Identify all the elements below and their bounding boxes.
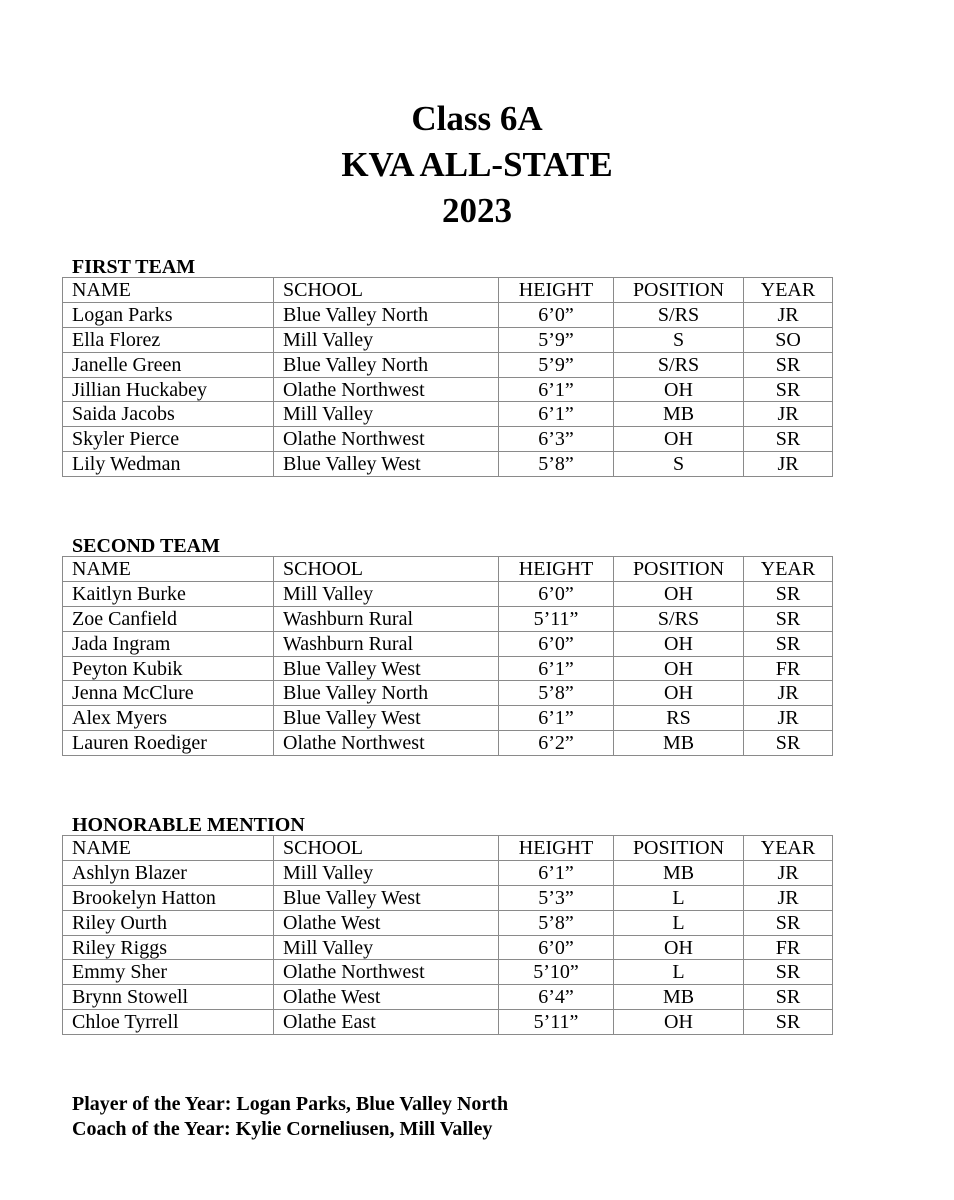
player-position: S [614,452,744,477]
table-row [63,631,833,656]
player-year: JR [744,885,833,910]
player-name: Peyton Kubik [63,656,274,681]
player-name: Riley Ourth [63,910,274,935]
player-name: Ashlyn Blazer [63,860,274,885]
table-row [63,581,833,606]
player-position: S [614,327,744,352]
player-school: Blue Valley West [274,452,499,477]
honorable-mention-section [62,813,833,1035]
table-row [63,377,833,402]
player-school: Olathe East [274,1010,499,1035]
player-name: Jada Ingram [63,631,274,656]
player-year: JR [744,706,833,731]
header-year: YEAR [744,836,833,861]
player-year: JR [744,452,833,477]
player-position: OH [614,1010,744,1035]
player-name: Saida Jacobs [63,402,274,427]
table-row [63,302,833,327]
player-height: 5’8” [499,452,614,477]
table-row [63,352,833,377]
second-team-section [62,534,833,756]
table-row [63,327,833,352]
player-position: S/RS [614,606,744,631]
header-row [63,557,833,582]
player-height: 6’0” [499,631,614,656]
player-position: S/RS [614,352,744,377]
player-of-the-year: Player of the Year: Logan Parks, Blue Valley North [72,1093,509,1115]
first-team-section [62,255,833,477]
player-school: Mill Valley [274,327,499,352]
player-year: JR [744,302,833,327]
header-row [63,836,833,861]
title-class: Class 6A [411,99,543,138]
player-name: Ella Florez [63,327,274,352]
player-school: Olathe Northwest [274,427,499,452]
player-name: Lauren Roediger [63,731,274,756]
player-name: Lily Wedman [63,452,274,477]
player-height: 5’11” [499,606,614,631]
player-position: L [614,910,744,935]
player-height: 5’8” [499,681,614,706]
player-name: Alex Myers [63,706,274,731]
table-row [63,706,833,731]
player-name: Logan Parks [63,302,274,327]
player-height: 5’11” [499,1010,614,1035]
player-position: OH [614,427,744,452]
player-name: Zoe Canfield [63,606,274,631]
player-name: Chloe Tyrrell [63,1010,274,1035]
player-year: SR [744,960,833,985]
player-school: Olathe Northwest [274,960,499,985]
player-school: Blue Valley West [274,885,499,910]
player-year: SR [744,606,833,631]
player-year: SR [744,377,833,402]
player-name: Jenna McClure [63,681,274,706]
coach-of-the-year: Coach of the Year: Kylie Corneliusen, Mill Valley [72,1118,493,1140]
table-row [63,860,833,885]
first-team-table [62,277,833,477]
table-row [63,985,833,1010]
player-height: 6’1” [499,402,614,427]
player-position: RS [614,706,744,731]
header-position: POSITION [614,557,744,582]
player-height: 6’2” [499,731,614,756]
player-school: Olathe Northwest [274,377,499,402]
table-row [63,885,833,910]
header-school: SCHOOL [274,278,499,303]
player-height: 6’3” [499,427,614,452]
player-position: S/RS [614,302,744,327]
player-height: 5’10” [499,960,614,985]
player-position: OH [614,377,744,402]
header-row [63,278,833,303]
player-year: FR [744,935,833,960]
player-name: Janelle Green [63,352,274,377]
player-name: Kaitlyn Burke [63,581,274,606]
table-row [63,452,833,477]
player-school: Olathe West [274,985,499,1010]
player-year: SR [744,731,833,756]
player-height: 5’8” [499,910,614,935]
player-school: Olathe West [274,910,499,935]
header-name: NAME [63,278,274,303]
header-position: POSITION [614,278,744,303]
player-position: MB [614,985,744,1010]
player-position: OH [614,681,744,706]
player-height: 6’1” [499,860,614,885]
player-height: 6’0” [499,302,614,327]
header-year: YEAR [744,278,833,303]
player-year: JR [744,402,833,427]
player-year: FR [744,656,833,681]
player-year: JR [744,681,833,706]
player-height: 6’1” [499,706,614,731]
section-heading: HONORABLE MENTION [72,814,305,836]
section-heading: SECOND TEAM [72,535,220,557]
player-position: MB [614,860,744,885]
header-height: HEIGHT [499,278,614,303]
title-year: 2023 [442,191,512,230]
player-year: SR [744,581,833,606]
header-school: SCHOOL [274,557,499,582]
second-team-table [62,556,833,756]
player-name: Brookelyn Hatton [63,885,274,910]
awards [72,1092,508,1142]
header-year: YEAR [744,557,833,582]
player-year: SR [744,910,833,935]
player-school: Mill Valley [274,402,499,427]
player-school: Blue Valley North [274,302,499,327]
player-height: 6’1” [499,377,614,402]
player-name: Skyler Pierce [63,427,274,452]
player-year: JR [744,860,833,885]
player-year: SR [744,427,833,452]
header-name: NAME [63,557,274,582]
player-height: 6’0” [499,935,614,960]
player-school: Mill Valley [274,935,499,960]
player-year: SO [744,327,833,352]
player-year: SR [744,1010,833,1035]
header-height: HEIGHT [499,836,614,861]
player-height: 6’4” [499,985,614,1010]
player-year: SR [744,985,833,1010]
player-position: OH [614,656,744,681]
honorable-mention-table [62,835,833,1035]
player-position: MB [614,731,744,756]
header-height: HEIGHT [499,557,614,582]
player-position: OH [614,631,744,656]
player-year: SR [744,352,833,377]
player-school: Blue Valley West [274,656,499,681]
header-name: NAME [63,836,274,861]
title-event: KVA ALL-STATE [341,145,613,184]
player-school: Mill Valley [274,860,499,885]
player-position: MB [614,402,744,427]
player-school: Washburn Rural [274,631,499,656]
player-name: Brynn Stowell [63,985,274,1010]
table-row [63,427,833,452]
section-heading: FIRST TEAM [72,256,196,278]
player-year: SR [744,631,833,656]
player-height: 5’3” [499,885,614,910]
header-position: POSITION [614,836,744,861]
player-school: Blue Valley West [274,706,499,731]
table-row [63,402,833,427]
player-height: 6’1” [499,656,614,681]
header-school: SCHOOL [274,836,499,861]
player-school: Olathe Northwest [274,731,499,756]
table-row [63,606,833,631]
document-title [0,96,954,234]
table-row [63,910,833,935]
table-row [63,1010,833,1035]
table-row [63,681,833,706]
player-position: OH [614,935,744,960]
table-row [63,656,833,681]
player-position: OH [614,581,744,606]
player-name: Riley Riggs [63,935,274,960]
player-school: Blue Valley North [274,352,499,377]
table-row [63,960,833,985]
player-position: L [614,960,744,985]
player-school: Mill Valley [274,581,499,606]
player-school: Blue Valley North [274,681,499,706]
player-height: 5’9” [499,352,614,377]
player-name: Emmy Sher [63,960,274,985]
player-position: L [614,885,744,910]
player-name: Jillian Huckabey [63,377,274,402]
table-row [63,731,833,756]
player-school: Washburn Rural [274,606,499,631]
player-height: 6’0” [499,581,614,606]
player-height: 5’9” [499,327,614,352]
table-row [63,935,833,960]
